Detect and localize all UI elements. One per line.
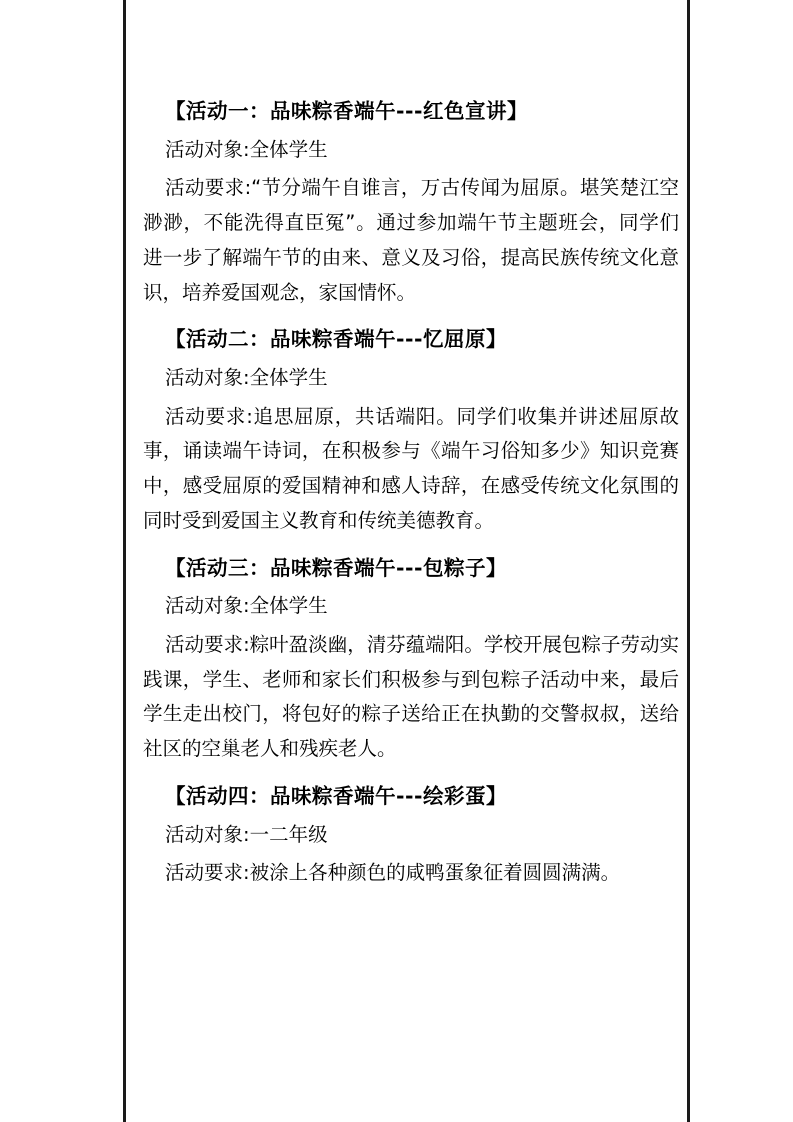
activity-audience: 活动对象:全体学生 xyxy=(165,366,328,390)
activity-requirement: 活动要求:追思屈原，共话端阳。同学们收集并讲述屈原故事，诵读端午诗词，在积极参与《端午习俗知多少》知识竞赛中，感受屈原的爱国精神和感人诗辞，在感受传统文化氛围的同时受到爱国主义教育和传统美德教育。 xyxy=(143,404,679,532)
document-content xyxy=(143,96,679,895)
activity-block xyxy=(143,324,679,538)
activity-requirement: 活动要求:“节分端午自谁言，万古传闻为屈原。堪笑楚江空渺渺，不能洗得直臣冤”。通过参加端午节主题班会，同学们进一步了解端午节的由来、意义及习俗，提高民族传统文化意识，培养爱国观念，家国情怀。 xyxy=(143,176,679,304)
page-border-right xyxy=(687,0,690,1122)
activity-requirement: 活动要求:粽叶盈淡幽，清芬蕴端阳。学校开展包粽子劳动实践课，学生、老师和家长们积极参与到包粽子活动中来，最后学生走出校门，将包好的粽子送给正在执勤的交警叔叔，送给社区的空巢老人和残疾老人。 xyxy=(143,632,679,761)
activity-heading: 【活动二：品味粽香端午---忆屈原】 xyxy=(165,327,508,352)
activity-block xyxy=(143,781,679,891)
activity-requirement: 活动要求:被涂上各种颜色的咸鸭蛋象征着圆圆满满。 xyxy=(165,861,621,885)
activity-block xyxy=(143,553,679,767)
activity-heading: 【活动四：品味粽香端午---绘彩蛋】 xyxy=(165,783,508,808)
activity-heading: 【活动三：品味粽香端午---包粽子】 xyxy=(165,555,508,580)
activity-audience: 活动对象:一二年级 xyxy=(165,822,328,846)
activity-audience: 活动对象:全体学生 xyxy=(165,594,328,618)
activity-heading: 【活动一：品味粽香端午---红色宣讲】 xyxy=(165,99,529,123)
page-border-left xyxy=(123,0,126,1122)
activity-block xyxy=(143,96,679,310)
activity-audience: 活动对象:全体学生 xyxy=(165,137,328,161)
